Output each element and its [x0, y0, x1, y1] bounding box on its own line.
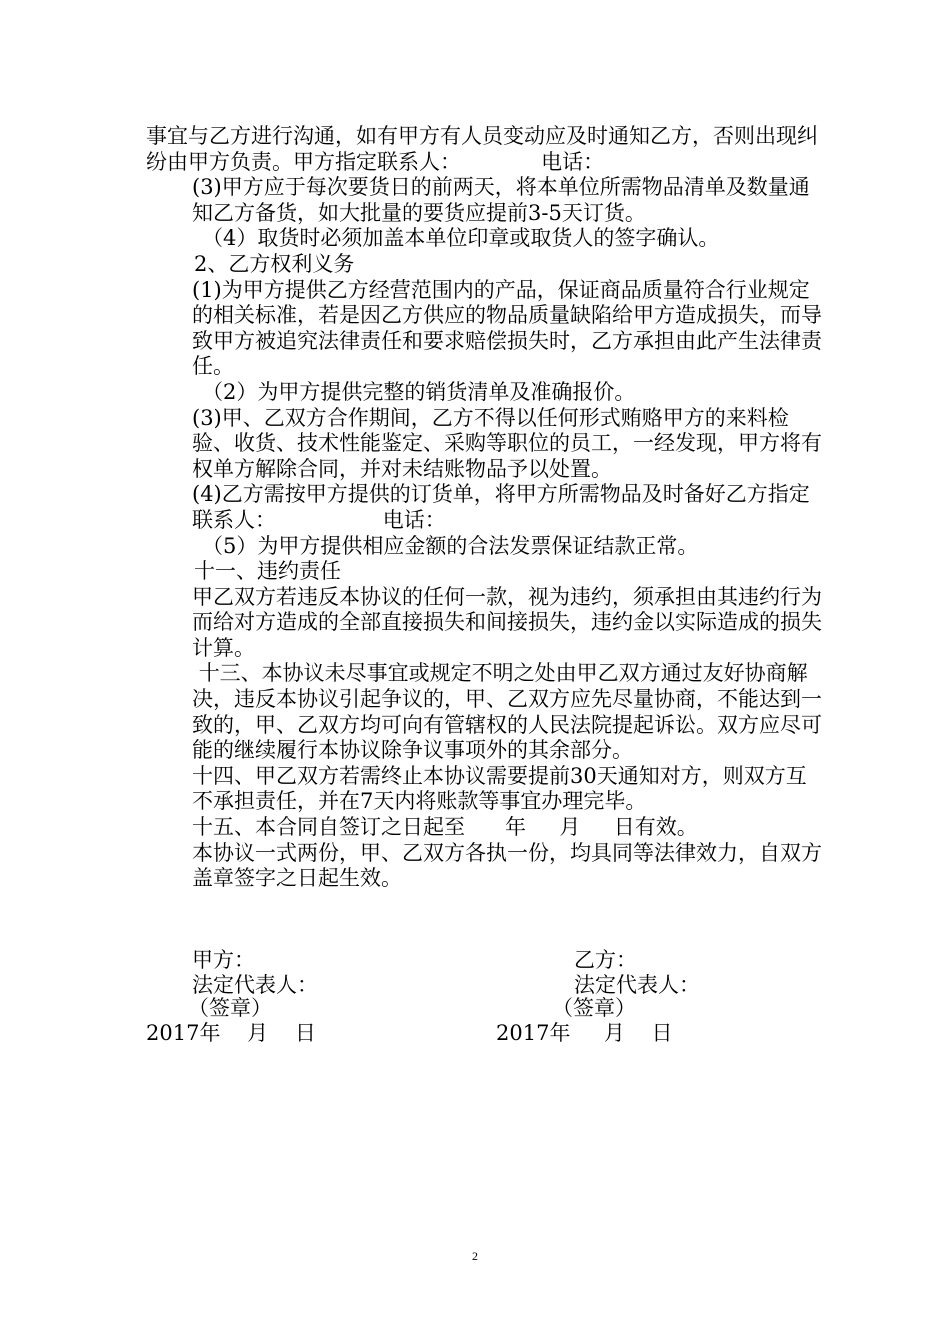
- page-number: 2: [472, 1249, 478, 1263]
- paragraph: 本协议一式两份，甲、乙双方各执一份，均具同等法律效力，自双方盖章签字之日起生效。: [192, 840, 822, 891]
- seal-b-label: （签章）: [552, 996, 636, 1020]
- paragraph: 十五、本合同自签订之日起至 年 月 日有效。: [192, 815, 698, 840]
- paragraph: (3)甲方应于每次要货日的前两天，将本单位所需物品清单及数量通知乙方备货，如大批量的要货应提前3-5天订货。: [192, 175, 810, 225]
- party-a-label: 甲方：: [192, 948, 255, 972]
- date-b: 2017年 月 日: [496, 1021, 673, 1045]
- paragraph: (1)为甲方提供乙方经营范围内的产品，保证商品质量符合行业规定的相关标准，若是因乙方供应的物品质量缺陷给甲方造成损失，而导致甲方被追究法律责任和要求赔偿损失时，乙方承担由此产生法律责任。: [192, 277, 822, 379]
- legal-rep-a-label: 法定代表人：: [192, 973, 318, 997]
- paragraph: （5）为甲方提供相应金额的合法发票保证结款正常。: [202, 533, 699, 558]
- section-heading: 十一、违约责任: [194, 559, 341, 584]
- contract-body: [146, 124, 826, 892]
- paragraph: (3)甲、乙双方合作期间，乙方不得以任何形式贿赂甲方的来料检验、收货、技术性能鉴定、采购等职位的员工，一经发现，甲方将有权单方解除合同，并对未结账物品予以处置。: [192, 405, 822, 481]
- paragraph: （4）取货时必须加盖本单位印章或取货人的签字确认。: [202, 226, 720, 251]
- paragraph: 十四、甲乙双方若需终止本协议需要提前30天通知对方，则双方互不承担责任，并在7天内将账款等事宜办理完毕。: [192, 763, 807, 814]
- seal-a-label: （签章）: [188, 996, 272, 1020]
- paragraph: 事宜与乙方进行沟通，如有甲方有人员变动应及时通知乙方，否则出现纠纷由甲方负责。甲方指定联系人： 电话：: [146, 124, 818, 174]
- paragraph: (4)乙方需按甲方提供的订货单，将甲方所需物品及时备好乙方指定联系人： 电话：: [192, 482, 810, 532]
- paragraph: 甲乙双方若违反本协议的任何一款，视为违约，须承担由其违约行为而给对方造成的全部直接损失和间接损失，违约金以实际造成的损失计算。: [192, 584, 822, 660]
- date-a: 2017年 月 日: [146, 1021, 316, 1045]
- paragraph: （2）为甲方提供完整的销货清单及准确报价。: [202, 379, 636, 404]
- section-heading: 2、乙方权利义务: [194, 251, 355, 276]
- party-b-label: 乙方：: [574, 948, 637, 972]
- paragraph: 十三、本协议未尽事宜或规定不明之处由甲乙双方通过友好协商解决，违反本协议引起争议的，甲、乙双方应先尽量协商，不能达到一致的，甲、乙双方均可向有管辖权的人民法院提起诉讼。双方应尽可能的继续履行本协议除争议事项外的其余部分。: [192, 661, 822, 763]
- legal-rep-b-label: 法定代表人：: [574, 973, 700, 997]
